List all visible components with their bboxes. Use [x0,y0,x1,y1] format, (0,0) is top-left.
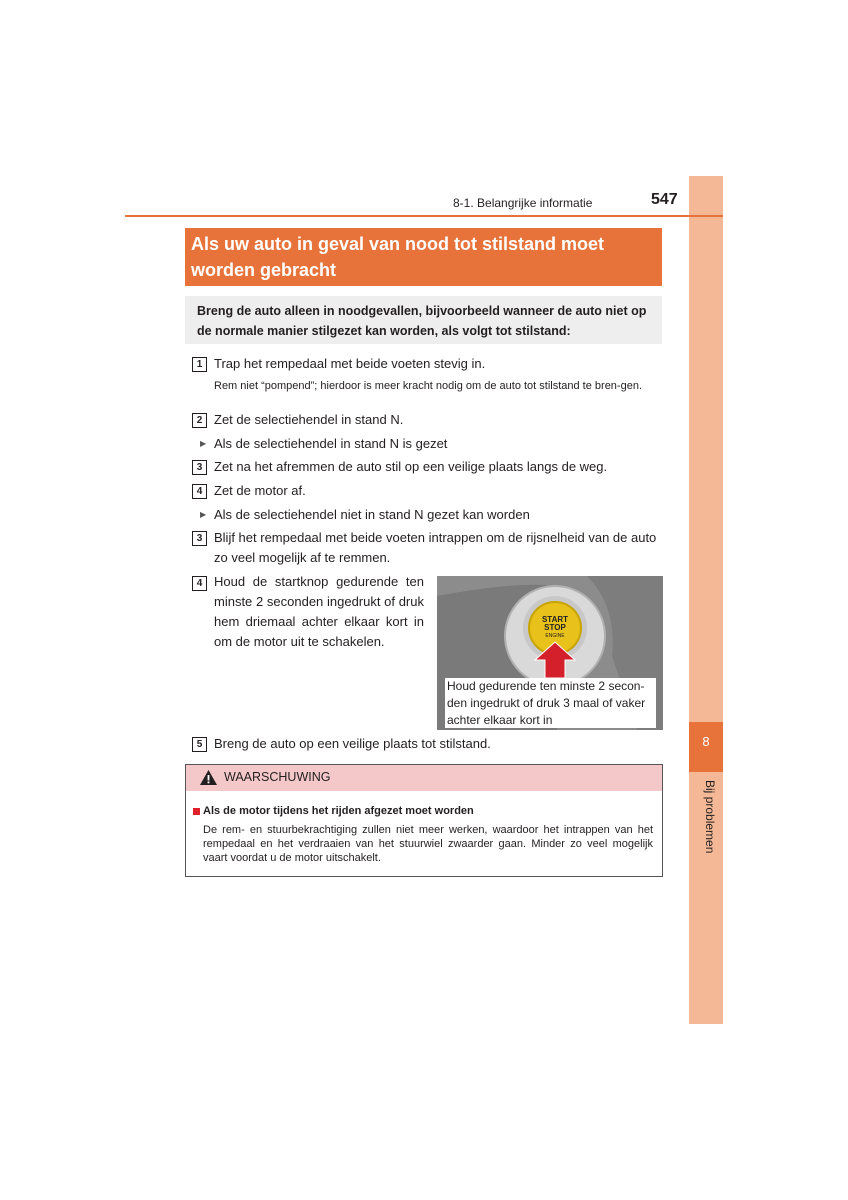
step-text: Breng de auto op een veilige plaats tot stilstand. [214,736,491,751]
chapter-label: Bij problemen [703,780,717,854]
step-note: Rem niet “pompend”; hierdoor is meer kracht nodig om de auto tot stilstand te bren-gen. [214,380,643,392]
warning-box [185,764,663,877]
step-number: 3 [192,531,207,546]
warning-subtitle: Als de motor tijdens het rijden afgezet moet worden [203,805,474,817]
step-text: Trap het rempedaal met beide voeten stevig in. [214,356,486,371]
step-number: 5 [192,737,207,752]
chapter-side-tab [689,176,723,1024]
step-text: Zet de motor af. [214,483,306,498]
step-number: 4 [192,484,207,499]
step-number: 3 [192,460,207,475]
step-text: Zet de selectiehendel in stand N. [214,412,404,427]
step-number: 1 [192,357,207,372]
step-number: 2 [192,413,207,428]
step-text: Houd de startknop gedurende ten minste 2 seconden ingedrukt of druk hem driemaal achter elkaar kort in om de motor uit te schakelen. [214,574,424,649]
intro-text: Breng de auto alleen in noodgevallen, bijvoorbeeld wanneer de auto niet op de normale manier stilgezet kan worden, als volgt tot stilstand: [185,296,662,344]
step-text: Blijf het rempedaal met beide voeten intrappen om de rijsnelheid van de auto zo veel mogelijk af te remmen. [214,530,657,565]
warning-title: WAARSCHUWING [224,770,331,784]
button-label-engine: ENGINE [545,633,565,639]
sub-heading: Als de selectiehendel niet in stand N gezet kan worden [214,507,530,522]
warning-body: De rem- en stuurbekrachtiging zullen niet meer werken, waardoor het intrappen van het rempedaal en het verdraaien van het stuurwiel zwaarder gaan. Minder zo veel mogelijk vaart voordat u de motor uitschakelt. [203,824,653,864]
triangle-right-icon: ▶ [200,510,207,519]
section-header: 8-1. Belangrijke informatie [453,196,593,210]
warning-header [186,765,662,791]
button-label-start: START [541,615,569,624]
red-square-bullet-icon [193,808,200,815]
page-number: 547 [651,191,678,208]
step-text: Zet na het afremmen de auto stil op een veilige plaats langs de weg. [214,459,608,474]
warning-triangle-icon [199,769,218,786]
sub-heading: Als de selectiehendel in stand N is gezet [214,436,448,451]
header-rule [125,215,723,217]
page-title: Als uw auto in geval van nood tot stilstand moet worden gebracht [185,228,662,286]
triangle-right-icon: ▶ [200,439,207,448]
figure-caption: Houd gedurende ten minste 2 secon-den ingedrukt of druk 3 maal of vaker achter elkaar kort in [445,678,656,728]
step-number: 4 [192,576,207,591]
chapter-number: 8 [689,722,723,772]
button-label-stop: STOP [544,623,566,632]
